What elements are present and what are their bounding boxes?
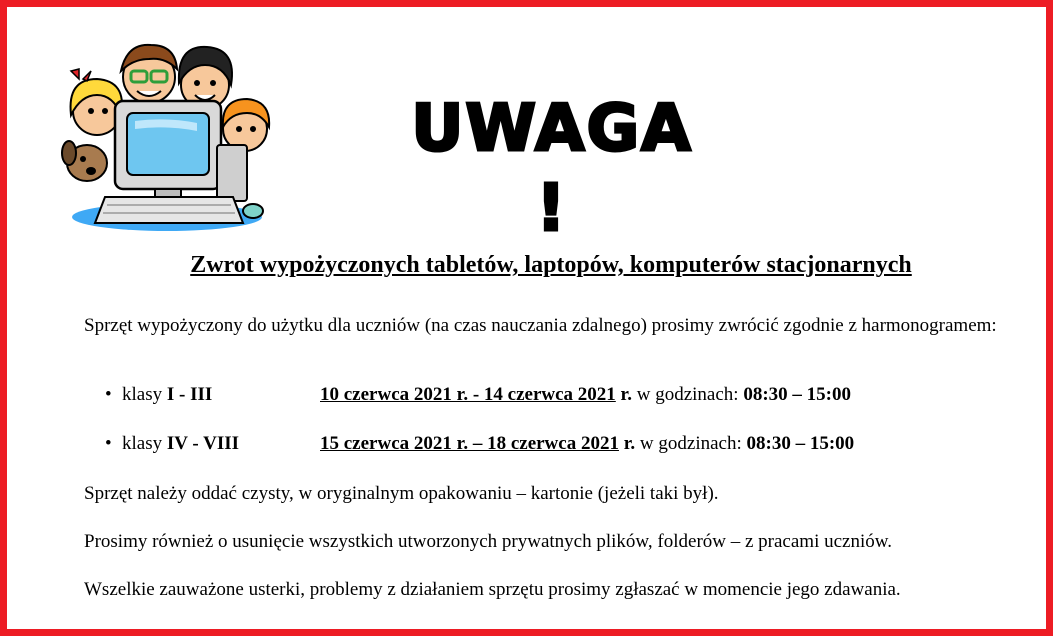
intro-paragraph: Sprzęt wypożyczony do użytku dla uczniów (na czas nauczania zdalnego) prosimy zwrócić zgodnie z harmonogramem:	[84, 315, 997, 336]
class-label: klasy I - III	[122, 384, 213, 405]
hours-label: w godzinach:	[632, 384, 744, 405]
bullet-icon: •	[105, 433, 112, 454]
hours: 08:30 – 15:00	[746, 433, 855, 454]
bullet-icon: •	[105, 384, 112, 405]
date-suffix: r.	[615, 384, 632, 405]
headline: UWAGA !	[411, 92, 693, 246]
hours-label: w godzinach:	[635, 433, 747, 454]
schedule-item	[105, 432, 854, 456]
hours: 08:30 – 15:00	[743, 384, 851, 405]
mouse	[243, 204, 263, 218]
paragraph-cleaning: Sprzęt należy oddać czysty, w oryginalnym opakowaniu – kartonie (jeżeli taki był).	[84, 483, 719, 504]
class-range: I - III	[166, 384, 213, 405]
subtitle: Zwrot wypożyczonych tabletów, laptopów, komputerów stacjonarnych	[190, 252, 912, 278]
class-label: klasy IV - VIII	[122, 433, 240, 454]
schedule-item	[105, 383, 851, 407]
paragraph-delete-files: Prosimy również o usunięcie wszystkich utworzonych prywatnych plików, folderów – z pracami uczniów.	[84, 531, 892, 552]
date-suffix: r.	[618, 433, 636, 454]
class-range: IV - VIII	[166, 433, 240, 454]
paragraph-report-defects: Wszelkie zauważone usterki, problemy z działaniem sprzętu prosimy zgłaszać w momencie jego zdawania.	[84, 579, 901, 600]
date-range: 15 czerwca 2021 r. – 18 czerwca 2021	[320, 433, 619, 454]
kids-computer-illustration	[57, 35, 277, 235]
date-range: 10 czerwca 2021 r. - 14 czerwca 2021	[320, 384, 616, 405]
keyboard	[95, 197, 243, 223]
pc-tower	[217, 145, 247, 201]
